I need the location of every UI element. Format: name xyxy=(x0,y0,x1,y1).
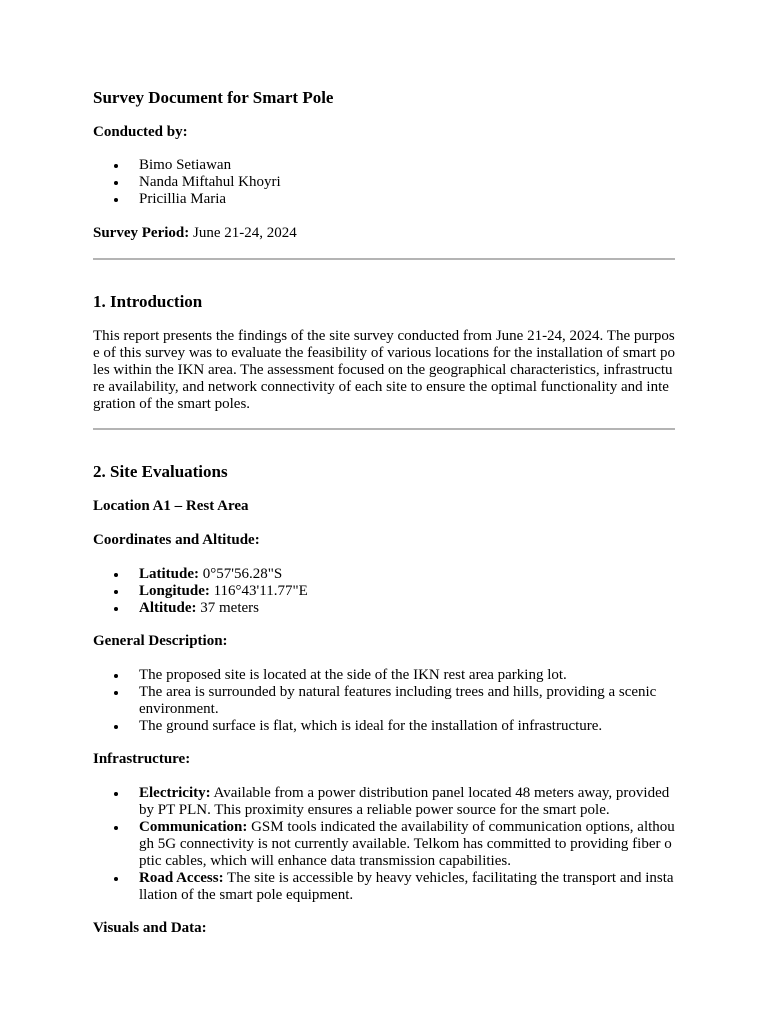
communication-value: GSM tools indicated the availability of communication options, although 5G connectivity is not currently available. Telkom has committed to providing fiber optic cables, which will enhance data transmission capabilities. xyxy=(139,819,675,869)
general-description-label: General Description: xyxy=(93,633,228,649)
coordinates-label: Coordinates and Altitude: xyxy=(93,532,260,548)
infrastructure-label: Infrastructure: xyxy=(93,751,191,767)
list-item: Pricillia Maria xyxy=(139,191,675,208)
survey-period-label: Survey Period: xyxy=(93,225,190,241)
latitude-label: Latitude: xyxy=(139,566,199,582)
list-item: The proposed site is located at the side of the IKN rest area parking lot. xyxy=(139,667,675,684)
location-heading: Location A1 – Rest Area xyxy=(93,498,249,514)
latitude-value: 0°57'56.28"S xyxy=(199,566,283,582)
conducted-by-label: Conducted by: xyxy=(93,124,188,140)
infrastructure-list xyxy=(93,785,675,904)
electricity-value: Available from a power distribution panel located 48 meters away, provided by PT PLN. This proximity ensures a reliable power source for the smart pole. xyxy=(139,785,670,818)
road-access-value: The site is accessible by heavy vehicles, facilitating the transport and installation of the smart pole equipment. xyxy=(139,870,674,903)
altitude-label: Altitude: xyxy=(139,600,197,616)
survey-period xyxy=(93,225,297,242)
list-item xyxy=(139,785,675,819)
document-title: Survey Document for Smart Pole xyxy=(93,88,334,107)
list-item xyxy=(139,583,675,600)
altitude-value: 37 meters xyxy=(196,600,259,616)
list-item xyxy=(139,566,675,583)
intro-paragraph: This report presents the findings of the site survey conducted from June 21-24, 2024. The purpose of this survey was to evaluate the feasibility of various locations for the installation of smart poles within the IKN area. The assessment focused on the geographical characteristics, infrastructure availability, and network connectivity of each site to ensure the optimal functionality and integration of the smart poles. xyxy=(93,328,675,412)
site-evaluations-heading: 2. Site Evaluations xyxy=(93,462,228,481)
list-item: Nanda Miftahul Khoyri xyxy=(139,174,675,191)
divider xyxy=(93,258,675,260)
list-item: The ground surface is flat, which is ideal for the installation of infrastructure. xyxy=(139,718,675,735)
conductor-list xyxy=(93,157,675,208)
electricity-label: Electricity: xyxy=(139,785,211,801)
intro-heading: 1. Introduction xyxy=(93,292,203,311)
list-item xyxy=(139,870,675,904)
survey-period-value: June 21-24, 2024 xyxy=(189,225,297,241)
visuals-and-data-label: Visuals and Data: xyxy=(93,920,207,936)
longitude-value: 116°43'11.77"E xyxy=(209,583,308,599)
coordinates-list xyxy=(93,566,675,617)
divider xyxy=(93,428,675,430)
list-item xyxy=(139,600,675,617)
communication-label: Communication: xyxy=(139,819,248,835)
longitude-label: Longitude: xyxy=(139,583,210,599)
list-item: Bimo Setiawan xyxy=(139,157,675,174)
list-item xyxy=(139,819,675,870)
list-item: The area is surrounded by natural features including trees and hills, providing a scenic environment. xyxy=(139,684,675,718)
general-description-list xyxy=(93,667,675,735)
road-access-label: Road Access: xyxy=(139,870,224,886)
